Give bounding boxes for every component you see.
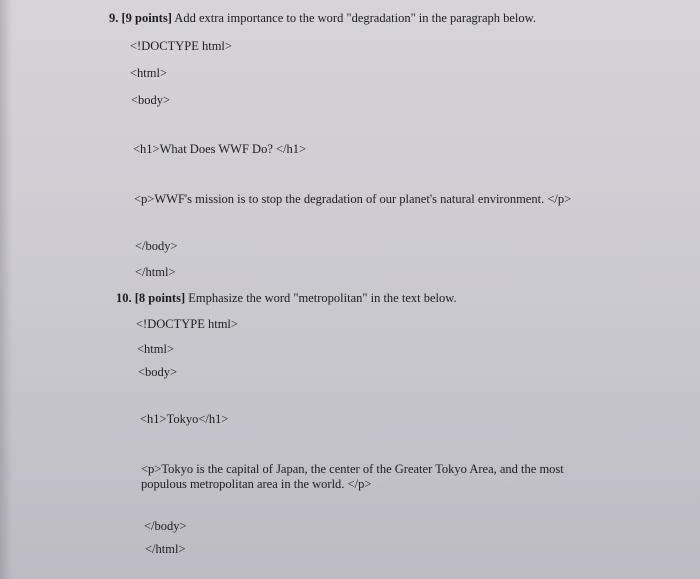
q10-h1-line: <h1>Tokyo</h1> xyxy=(140,412,229,426)
q10-paragraph-line: <p>Tokyo is the capital of Japan, the center of the Greater Tokyo Area, and the most populous metropolitan area in the world. </p> xyxy=(141,462,564,491)
question-9-header xyxy=(109,12,536,25)
question-9-points: [9 points] xyxy=(121,11,172,25)
q10-html-open-line: <html> xyxy=(137,342,175,356)
q9-body-open-line: <body> xyxy=(131,93,171,107)
q10-doctype-line: <!DOCTYPE html> xyxy=(136,317,238,331)
page-shadow xyxy=(0,0,12,579)
q9-h1-line: <h1>What Does WWF Do? </h1> xyxy=(133,142,307,156)
q9-html-open-line: <html> xyxy=(130,66,168,80)
question-10-points: [8 points] xyxy=(134,291,186,305)
q9-doctype-line: <!DOCTYPE html> xyxy=(130,39,232,53)
question-10-header xyxy=(116,292,457,305)
q10-body-close-line: </body> xyxy=(144,519,187,533)
q10-body-open-line: <body> xyxy=(138,365,178,379)
q9-paragraph-line: <p>WWF's mission is to stop the degradation of our planet's natural environment. </p> xyxy=(134,192,572,206)
question-10-prompt: Emphasize the word "metropolitan" in the text below. xyxy=(188,291,457,305)
q9-body-close-line: </body> xyxy=(135,239,178,253)
q10-html-close-line: </html> xyxy=(145,542,186,556)
question-10-number: 10. xyxy=(116,291,132,305)
question-9-number: 9. xyxy=(109,11,119,25)
q9-html-close-line: </html> xyxy=(135,265,176,279)
question-9-prompt: Add extra importance to the word "degradation" in the paragraph below. xyxy=(174,11,536,25)
